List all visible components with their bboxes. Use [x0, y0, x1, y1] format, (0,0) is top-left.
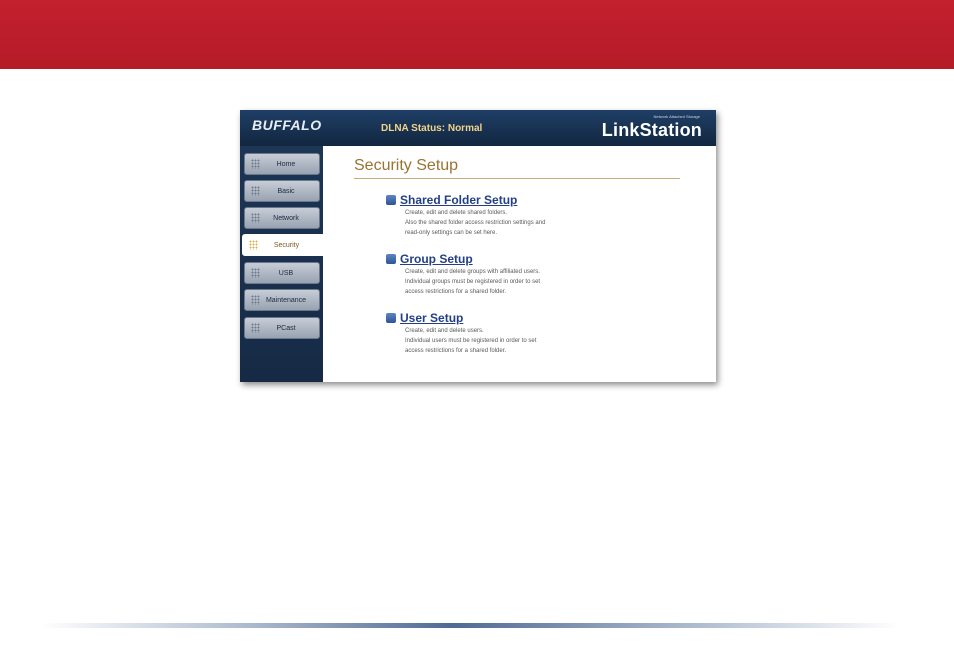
shared-folder-setup-link[interactable]: Shared Folder Setup	[400, 193, 518, 207]
description-line: access restrictions for a shared folder.	[405, 289, 507, 295]
user-setup-link[interactable]: User Setup	[400, 311, 464, 325]
page-title: Security Setup	[354, 157, 459, 174]
app-header	[240, 110, 716, 146]
sidebar-item-label: Maintenance	[265, 296, 307, 304]
main-content	[323, 146, 716, 382]
description-line: Individual groups must be registered in order to set	[405, 279, 541, 285]
group-setup-link[interactable]: Group Setup	[400, 252, 473, 266]
section-description	[405, 267, 685, 297]
title-divider	[354, 178, 680, 179]
sidebar-item-home[interactable]	[244, 153, 320, 175]
product-subtitle: Network Attached Storage	[653, 114, 700, 119]
sidebar-item-label: PCast	[276, 324, 296, 332]
sidebar-item-label: Home	[276, 160, 296, 168]
description-line: Also the shared folder access restriction settings and	[405, 220, 546, 226]
sidebar-item-usb[interactable]	[244, 262, 320, 284]
sidebar-item-label: USB	[278, 269, 294, 277]
grip-icon	[251, 295, 260, 305]
description-line: Create, edit and delete groups with affiliated users.	[405, 269, 540, 275]
linkstation-screenshot	[240, 110, 716, 382]
product-logo: LinkStation	[601, 120, 702, 140]
sidebar-item-basic[interactable]	[244, 180, 320, 202]
sidebar-item-network[interactable]	[244, 207, 320, 229]
section-description	[405, 326, 685, 356]
section-description	[405, 208, 685, 238]
buffalo-logo: BUFFALO	[252, 117, 322, 133]
description-line: Create, edit and delete shared folders.	[405, 210, 508, 216]
description-line: read-only settings can be set here.	[405, 230, 498, 236]
description-line: Individual users must be registered in order to set	[405, 338, 537, 344]
sidebar-item-maintenance[interactable]	[244, 289, 320, 311]
top-red-band	[0, 0, 954, 69]
description-line: access restrictions for a shared folder.	[405, 348, 507, 354]
bullet-icon	[386, 195, 396, 205]
sidebar-item-pcast[interactable]	[244, 317, 320, 339]
grip-icon	[251, 268, 260, 278]
grip-icon	[251, 186, 260, 196]
grip-icon	[251, 159, 260, 169]
grip-icon	[251, 213, 260, 223]
bottom-divider	[40, 623, 900, 628]
grip-icon	[249, 240, 258, 250]
sidebar-item-label: Basic	[277, 187, 295, 195]
sidebar-item-label: Network	[273, 214, 299, 222]
grip-icon	[251, 323, 260, 333]
description-line: Create, edit and delete users.	[405, 328, 484, 334]
dlna-status: DLNA Status: Normal	[381, 123, 483, 134]
bullet-icon	[386, 254, 396, 264]
bullet-icon	[386, 313, 396, 323]
sidebar-item-security[interactable]	[242, 234, 323, 256]
sidebar-item-label: Security	[273, 241, 300, 249]
sidebar-nav	[240, 146, 323, 382]
